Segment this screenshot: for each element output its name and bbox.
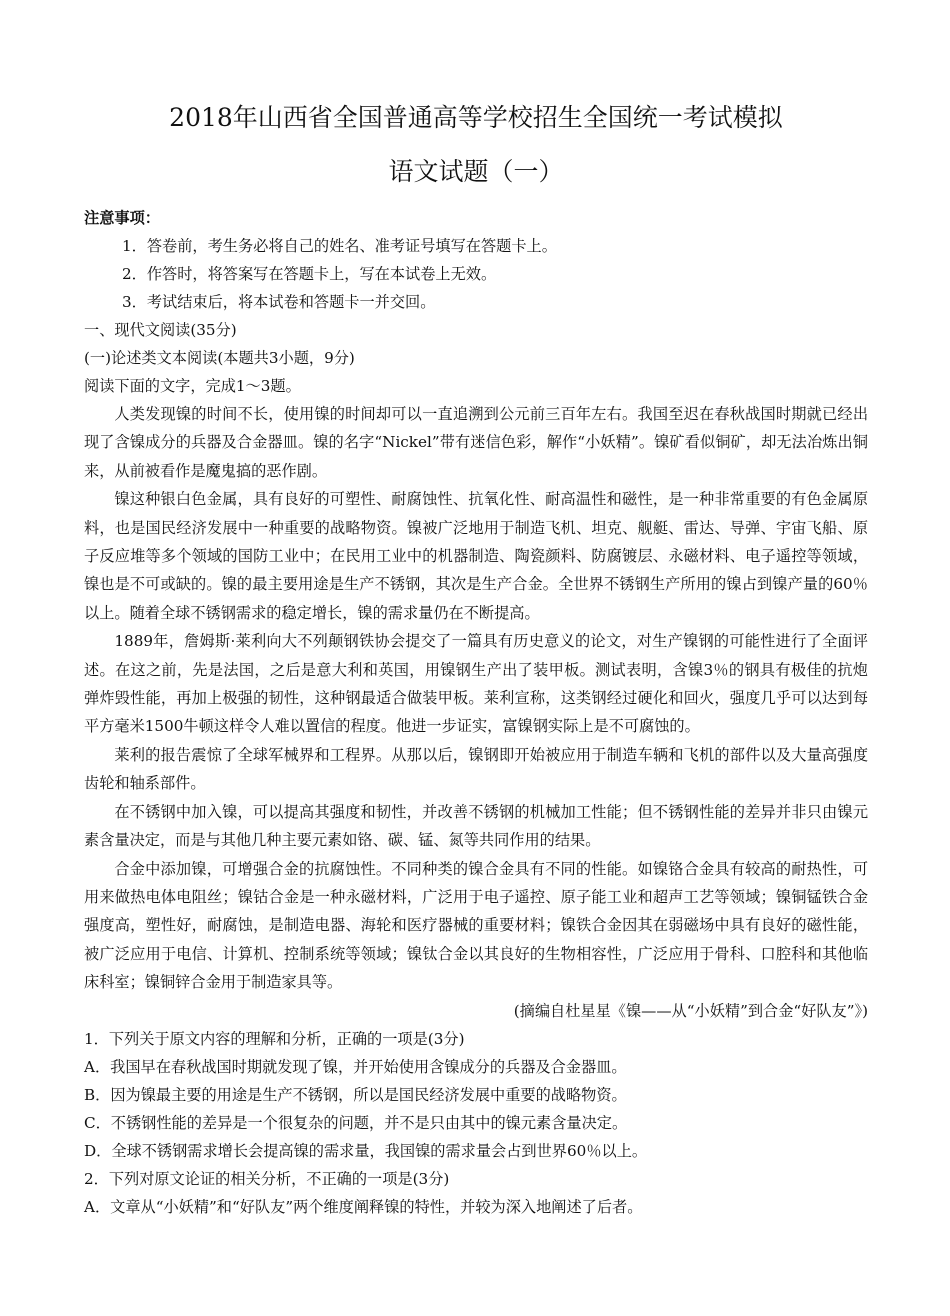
notice-item: 2．作答时，将答案写在答题卡上，写在本试卷上无效。 — [122, 265, 497, 283]
question-stem: 1．下列关于原文内容的理解和分析，正确的一项是(3分) — [84, 1029, 465, 1048]
notice-item: 3．考试结束后，将本试卷和答题卡一并交回。 — [122, 293, 436, 311]
question-2 — [84, 1165, 868, 1221]
question-option: A．我国早在春秋战国时期就发现了镍，并开始使用含镍成分的兵器及合金器皿。 — [84, 1057, 627, 1076]
section-header — [84, 316, 868, 400]
question-option: B．因为镍最主要的用途是生产不锈钢，所以是国民经济发展中重要的战略物资。 — [84, 1085, 627, 1104]
exam-page — [84, 100, 868, 1221]
exam-subtitle: 语文试题（一） — [388, 157, 564, 186]
passage-paragraph: 人类发现镍的时间不长，使用镍的时间却可以一直追溯到公元前三百年左右。我国至迟在春秋战国时期就已经出现了含镍成分的兵器及合金器皿。镍的名字“Nickel”带有迷信色彩，解作“小妖精”。镍矿看似铜矿，却无法冶炼出铜来，从前被看作是魔鬼搞的恶作剧。 — [84, 405, 868, 480]
reading-passage — [84, 400, 868, 1025]
notice-item: 1．答卷前，考生务必将自己的姓名、准考证号填写在答题卡上。 — [122, 237, 557, 255]
passage-paragraph: 合金中添加镍，可增强合金的抗腐蚀性。不同种类的镍合金具有不同的性能。如镍铬合金具有较高的耐热性，可用来做热电体电阻丝；镍钴合金是一种永磁材料，广泛用于电子遥控、原子能工业和超声工艺等领域；镍铜锰铁合金强度高，塑性好，耐腐蚀，是制造电器、海轮和医疗器械的重要材料；镍铁合金因其在弱磁场中具有良好的磁性能，被广泛应用于电信、计算机、控制系统等领域；镍钛合金以其良好的生物相容性，广泛应用于骨科、口腔科和其他临床科室；镍铜锌合金用于制造家具等。 — [84, 859, 868, 992]
passage-paragraph: 莱利的报告震惊了全球军械界和工程界。从那以后，镍钢即开始被应用于制造车辆和飞机的部件以及大量高强度齿轮和轴系部件。 — [84, 745, 868, 793]
passage-source: (摘编自杜星星《镍——从“小妖精”到合金“好队友”》) — [513, 1001, 868, 1020]
question-option: A．文章从“小妖精”和“好队友”两个维度阐释镍的特性，并较为深入地阐述了后者。 — [84, 1197, 643, 1216]
exam-title: 2018年山西省全国普通高等学校招生全国统一考试模拟 — [169, 103, 783, 132]
question-option: C．不锈钢性能的差异是一个很复杂的问题，并不是只由其中的镍元素含量决定。 — [84, 1113, 628, 1132]
passage-paragraph: 镍这种银白色金属，具有良好的可塑性、耐腐蚀性、抗氧化性、耐高温性和磁性，是一种非常重要的有色金属原料，也是国民经济发展中一种重要的战略物资。镍被广泛地用于制造飞机、坦克、舰艇、雷达、导弹、宇宙飞船、原子反应堆等多个领域的国防工业中；在民用工业中的机器制造、陶瓷颜料、防腐镀层、永磁材料、电子遥控等领域，镍也是不可或缺的。镍的最主要用途是生产不锈钢，其次是生产合金。全世界不锈钢生产所用的镍占到镍产量的60％以上。随着全球不锈钢需求的稳定增长，镍的需求量仍在不断提高。 — [84, 490, 868, 622]
passage-paragraph: 1889年，詹姆斯·莱利向大不列颠钢铁协会提交了一篇具有历史意义的论文，对生产镍钢的可能性进行了全面评述。在这之前，先是法国，之后是意大利和英国，用镍钢生产出了装甲板。测试表明，含镍3％的钢具有极佳的抗炮弹炸毁性能，再加上极强的韧性，这种钢最适合做装甲板。莱利宣称，这类钢经过硬化和回火，强度几乎可以达到每平方毫米1500牛顿这样令人难以置信的程度。他进一步证实，富镍钢实际上是不可腐蚀的。 — [84, 632, 868, 736]
passage-paragraph: 在不锈钢中加入镍，可以提高其强度和韧性，并改善不锈钢的机械加工性能；但不锈钢性能的差异并非只由镍元素含量决定，而是与其他几种主要元素如铬、碳、锰、氮等共同作用的结果。 — [84, 802, 868, 850]
notice-heading: 注意事项： — [84, 209, 160, 227]
section-heading: 一、现代文阅读(35分) — [84, 321, 237, 339]
question-stem: 2．下列对原文论证的相关分析，不正确的一项是(3分) — [84, 1169, 450, 1188]
reading-instruction: 阅读下面的文字，完成1～3题。 — [84, 377, 301, 395]
question-option: D．全球不锈钢需求增长会提高镍的需求量，我国镍的需求量会占到世界60％以上。 — [84, 1141, 648, 1160]
notice-block — [84, 204, 868, 316]
section-sub-heading: (一)论述类文本阅读(本题共3小题，9分) — [84, 349, 355, 367]
question-1 — [84, 1025, 868, 1165]
